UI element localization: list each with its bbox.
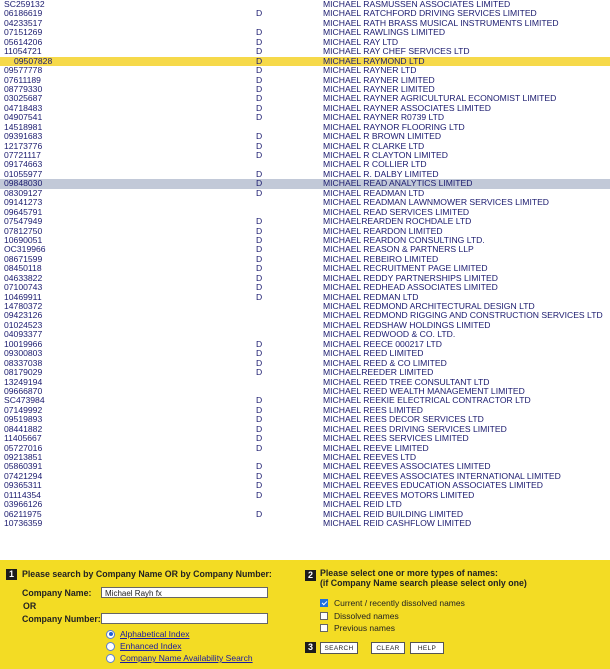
company-status: D — [256, 27, 263, 38]
company-name[interactable]: MICHAEL REED LIMITED — [323, 348, 424, 359]
result-row[interactable] — [0, 330, 610, 339]
company-status: D — [256, 187, 263, 198]
company-name[interactable]: MICHAEL REEVES ASSOCIATES LIMITED — [323, 461, 491, 472]
result-row[interactable] — [0, 19, 610, 28]
company-number: 04633822 — [4, 272, 43, 283]
company-status: D — [256, 348, 263, 359]
company-name[interactable]: MICHAEL REES SERVICES LIMITED — [323, 433, 469, 444]
company-name[interactable]: MICHAEL READ SERVICES LIMITED — [323, 206, 470, 217]
company-status: D — [256, 65, 263, 76]
company-name[interactable]: MICHAEL REECE 000217 LTD — [323, 338, 442, 349]
radio-name-availability[interactable] — [106, 653, 253, 663]
check-dissolved-names[interactable] — [320, 611, 399, 621]
company-number: 04233517 — [4, 17, 43, 28]
radio-button-icon[interactable] — [106, 630, 115, 639]
company-number: 01024523 — [4, 319, 43, 330]
company-number: 09365311 — [4, 480, 42, 491]
company-name[interactable]: MICHAEL RAY CHEF SERVICES LTD — [323, 46, 470, 57]
radio-alphabetical-index[interactable] — [106, 629, 189, 639]
company-status: D — [256, 234, 263, 245]
company-number: 07100743 — [4, 282, 43, 293]
search-button[interactable]: SEARCH — [320, 642, 358, 654]
company-name[interactable]: MICHAEL READ ANALYTICS LIMITED — [323, 178, 473, 189]
company-name[interactable]: MICHAEL REDMOND ARCHITECTURAL DESIGN LTD — [323, 301, 535, 311]
company-number: 07421294 — [4, 470, 43, 481]
company-status: D — [256, 442, 263, 453]
company-name[interactable]: MICHAEL R CLAYTON LIMITED — [323, 150, 448, 160]
company-number: 05860391 — [4, 461, 43, 472]
company-name[interactable]: MICHAEL REED TREE CONSULTANT LTD — [323, 376, 490, 387]
result-row[interactable] — [0, 132, 610, 141]
company-name[interactable]: MICHAEL REDMOND RIGGING AND CONSTRUCTION SERVICES LTD — [323, 310, 603, 321]
company-name[interactable]: MICHAEL REDHEAD ASSOCIATES LIMITED — [323, 282, 498, 293]
result-row[interactable] — [0, 38, 610, 47]
radio-enhanced-index[interactable] — [106, 641, 181, 651]
company-number-input[interactable] — [101, 613, 268, 624]
company-name[interactable]: MICHAEL R CLARKE LTD — [323, 140, 425, 151]
step-2-subtitle: (if Company Name search please select only one) — [320, 578, 527, 588]
company-number: 09174663 — [4, 159, 43, 170]
company-name[interactable]: MICHAEL REDSHAW HOLDINGS LIMITED — [323, 319, 491, 330]
current-names-label: Current / recently dissolved names — [334, 598, 465, 608]
company-name[interactable]: MICHAEL REES DRIVING SERVICES LIMITED — [323, 423, 507, 434]
result-row[interactable] — [0, 66, 610, 75]
company-name[interactable]: MICHAEL RAYNER LTD — [323, 65, 417, 76]
result-row[interactable] — [0, 349, 610, 358]
company-name[interactable]: MICHAEL R BROWN LIMITED — [323, 131, 442, 142]
company-name[interactable]: MICHAEL RAWLINGS LIMITED — [323, 27, 446, 38]
company-status: D — [256, 338, 263, 349]
result-row[interactable] — [0, 170, 610, 179]
alphabetical-index-link[interactable]: Alphabetical Index — [120, 629, 190, 639]
company-status: D — [256, 55, 263, 66]
company-name[interactable]: MICHAEL RAYNOR FLOORING LTD — [323, 121, 465, 132]
enhanced-index-link[interactable]: Enhanced Index — [120, 641, 182, 651]
company-status: D — [256, 46, 263, 57]
check-previous-names[interactable] — [320, 623, 395, 633]
company-name[interactable]: MICHAELREEDER LIMITED — [323, 367, 434, 378]
result-row[interactable] — [0, 444, 610, 453]
company-number: 10469911 — [4, 291, 42, 302]
company-name[interactable]: MICHAEL REEVES ASSOCIATES INTERNATIONAL LIMITED — [323, 470, 561, 481]
check-current-names[interactable] — [320, 598, 465, 608]
step-2-title: Please select one or more types of names: — [320, 568, 498, 578]
clear-button[interactable]: CLEAR — [371, 642, 405, 654]
company-status: D — [256, 150, 263, 160]
result-row[interactable] — [0, 425, 610, 434]
result-row[interactable] — [0, 151, 610, 160]
company-number: 08779330 — [4, 83, 43, 94]
result-row[interactable] — [0, 123, 610, 132]
radio-button-icon[interactable] — [106, 654, 115, 663]
company-name[interactable]: MICHAEL REEVES LTD — [323, 452, 417, 462]
company-name[interactable]: MICHAEL RECRUITMENT PAGE LIMITED — [323, 263, 488, 274]
company-status: D — [256, 357, 263, 368]
company-status: D — [256, 168, 263, 179]
company-name[interactable]: MICHAEL REASON & PARTNERS LLP — [323, 244, 474, 255]
result-row[interactable] — [0, 255, 610, 264]
company-status: D — [256, 404, 263, 415]
radio-button-icon[interactable] — [106, 642, 115, 651]
step-2-badge: 2 — [305, 570, 316, 581]
company-name[interactable]: MICHAEL REID LTD — [323, 499, 402, 510]
company-name[interactable]: MICHAEL RAYNER ASSOCIATES LIMITED — [323, 102, 491, 113]
result-row[interactable] — [0, 113, 610, 122]
company-name[interactable]: MICHAEL READMAN LTD — [323, 187, 425, 198]
result-row[interactable] — [0, 311, 610, 320]
company-number: SC473984 — [4, 395, 45, 406]
company-name[interactable]: MICHAEL REDMAN LTD — [323, 291, 419, 302]
result-row[interactable] — [0, 368, 610, 377]
company-status: D — [256, 74, 263, 85]
dissolved-names-label: Dissolved names — [334, 611, 399, 621]
company-number: 12173776 — [4, 140, 43, 151]
company-status: D — [256, 263, 263, 274]
company-number: 04093377 — [4, 329, 43, 340]
company-number: 11054721 — [4, 46, 42, 57]
company-number: 03966126 — [4, 499, 43, 510]
company-number: 06186619 — [4, 8, 43, 19]
company-status: D — [256, 508, 263, 519]
company-number: 07812750 — [4, 225, 43, 236]
company-number: 05727016 — [4, 442, 43, 453]
company-name[interactable]: MICHAEL REEVE LIMITED — [323, 442, 429, 453]
company-name-label: Company Name: — [22, 588, 92, 598]
company-name[interactable]: MICHAEL RATCHFORD DRIVING SERVICES LIMITED — [323, 8, 537, 19]
company-number: 05614206 — [4, 36, 43, 47]
company-status: D — [256, 480, 263, 491]
company-name[interactable]: MICHAEL REES LIMITED — [323, 404, 423, 415]
company-number: 07611189 — [4, 74, 41, 85]
company-number: 10019966 — [4, 338, 43, 349]
company-number: 09507828 — [14, 55, 53, 66]
company-number: 06211975 — [4, 508, 42, 519]
company-status: D — [256, 423, 263, 434]
company-status: D — [256, 367, 263, 378]
company-status: D — [256, 489, 263, 500]
company-name[interactable]: MICHAEL REID BUILDING LIMITED — [323, 508, 464, 519]
company-number: 09391683 — [4, 131, 43, 142]
result-row[interactable] — [0, 453, 610, 462]
company-number: 07151269 — [4, 27, 43, 38]
company-name[interactable]: MICHAEL REEVES EDUCATION ASSOCIATES LIMITED — [323, 480, 543, 491]
company-status: D — [256, 112, 263, 123]
company-number: 04718483 — [4, 102, 43, 113]
company-status: D — [256, 102, 263, 113]
company-status: D — [256, 272, 263, 283]
company-number-label: Company Number: — [22, 614, 101, 624]
company-number: 09848030 — [4, 178, 43, 189]
company-name[interactable]: MICHAEL REED WEALTH MANAGEMENT LIMITED — [323, 385, 525, 396]
company-number: 11405667 — [4, 433, 42, 444]
result-row[interactable] — [0, 179, 610, 188]
company-name[interactable]: MICHAEL R. DALBY LIMITED — [323, 168, 439, 179]
company-number: 08441882 — [4, 423, 43, 434]
result-row[interactable] — [0, 198, 610, 207]
company-number: 10736359 — [4, 518, 43, 529]
company-name[interactable]: MICHAEL REID CASHFLOW LIMITED — [323, 518, 472, 529]
company-number: 09213851 — [4, 452, 43, 462]
result-row[interactable] — [0, 481, 610, 490]
result-row[interactable] — [0, 283, 610, 292]
company-name[interactable]: MICHAEL RAYNER AGRICULTURAL ECONOMIST LIMITED — [323, 93, 557, 104]
company-name[interactable]: MICHAEL REARDON CONSULTING LTD. — [323, 234, 485, 245]
company-number: 08179029 — [4, 367, 43, 378]
company-number: 13249194 — [4, 376, 43, 387]
result-row[interactable] — [0, 236, 610, 245]
company-number: 09666870 — [4, 385, 43, 396]
result-row[interactable] — [0, 245, 610, 254]
or-label: OR — [23, 601, 37, 611]
result-row[interactable] — [0, 406, 610, 415]
search-panel — [0, 560, 610, 669]
company-number: 01055977 — [4, 168, 43, 179]
company-status: D — [256, 178, 263, 189]
company-number: 03025687 — [4, 93, 43, 104]
company-number: 10690051 — [4, 234, 43, 245]
company-number: 07547949 — [4, 216, 43, 227]
company-status: D — [256, 244, 263, 255]
result-row[interactable] — [0, 57, 610, 66]
checkbox-icon[interactable] — [320, 612, 328, 620]
company-number: 09645791 — [4, 206, 43, 217]
company-number: 08309127 — [4, 187, 43, 198]
company-name[interactable]: MICHAEL REBEIRO LIMITED — [323, 253, 439, 264]
company-status: D — [256, 414, 263, 425]
company-number: 14518981 — [4, 121, 43, 132]
company-status: D — [256, 253, 263, 264]
company-status: D — [256, 470, 263, 481]
company-status: D — [256, 433, 263, 444]
company-name[interactable]: MICHAELREARDEN ROCHDALE LTD — [323, 216, 472, 227]
result-row[interactable] — [0, 359, 610, 368]
result-row[interactable] — [0, 510, 610, 519]
company-number: SC259132 — [4, 0, 45, 9]
result-row[interactable] — [0, 217, 610, 226]
company-status: D — [256, 216, 263, 227]
result-row[interactable] — [0, 28, 610, 37]
previous-names-label: Previous names — [334, 623, 395, 633]
company-name[interactable]: MICHAEL READMAN LAWNMOWER SERVICES LIMITED — [323, 197, 550, 208]
result-row[interactable] — [0, 227, 610, 236]
company-number: OC319966 — [4, 244, 46, 255]
result-row[interactable] — [0, 491, 610, 500]
company-name[interactable]: MICHAEL RATH BRASS MUSICAL INSTRUMENTS LIMITED — [323, 17, 559, 28]
company-name[interactable]: MICHAEL REARDON LIMITED — [323, 225, 443, 236]
company-name[interactable]: MICHAEL REES DECOR SERVICES LTD — [323, 414, 484, 425]
company-name[interactable]: MICHAEL REDWOOD & CO. LTD. — [323, 329, 456, 340]
result-row[interactable] — [0, 321, 610, 330]
result-row[interactable] — [0, 415, 610, 424]
company-status: D — [256, 395, 263, 406]
company-number: 07149992 — [4, 404, 43, 415]
company-number: 07721117 — [4, 150, 41, 160]
company-number: 08671599 — [4, 253, 43, 264]
result-row[interactable] — [0, 500, 610, 509]
company-name[interactable]: MICHAEL RAY LTD — [323, 36, 399, 47]
company-name[interactable]: MICHAEL REEKIE ELECTRICAL CONTRACTOR LTD — [323, 395, 531, 406]
company-number: 08450118 — [4, 263, 42, 274]
company-status: D — [256, 93, 263, 104]
company-number: 09423126 — [4, 310, 43, 321]
help-button[interactable]: HELP — [410, 642, 444, 654]
result-row[interactable] — [0, 396, 610, 405]
company-number: 09519893 — [4, 414, 43, 425]
company-number: 09300803 — [4, 348, 43, 359]
company-name[interactable]: MICHAEL REEVES MOTORS LIMITED — [323, 489, 475, 500]
result-row[interactable] — [0, 142, 610, 151]
company-name[interactable]: MICHAEL REED & CO LIMITED — [323, 357, 447, 368]
company-status: D — [256, 291, 263, 302]
result-row[interactable] — [0, 208, 610, 217]
company-name[interactable]: MICHAEL RAYNER LIMITED — [323, 74, 435, 85]
company-number: 09141273 — [4, 197, 43, 208]
company-status: D — [256, 131, 263, 142]
checkbox-icon[interactable] — [320, 599, 328, 607]
company-name[interactable]: MICHAEL RAYNER LIMITED — [323, 83, 435, 94]
company-number: 14780372 — [4, 301, 43, 311]
name-availability-link[interactable]: Company Name Availability Search — [120, 653, 253, 663]
result-row[interactable] — [0, 434, 610, 443]
company-status: D — [256, 282, 263, 293]
step-1-title: Please search by Company Name OR by Company Number: — [22, 569, 272, 579]
company-status: D — [256, 83, 263, 94]
company-status: D — [256, 8, 263, 19]
company-name[interactable]: MICHAEL RASMUSSEN ASSOCIATES LIMITED — [323, 0, 511, 9]
result-row[interactable] — [0, 519, 610, 528]
step-3-badge: 3 — [305, 642, 316, 653]
company-status: D — [256, 140, 263, 151]
company-status: D — [256, 36, 263, 47]
company-status: D — [256, 225, 263, 236]
company-number: 08337038 — [4, 357, 43, 368]
checkbox-icon[interactable] — [320, 624, 328, 632]
company-name[interactable]: MICHAEL RAYMOND LTD — [323, 55, 425, 66]
company-name[interactable]: MICHAEL R COLLIER LTD — [323, 159, 427, 170]
company-number: 09577778 — [4, 65, 43, 76]
company-name-input[interactable]: Michael Rayh fx — [101, 587, 268, 598]
result-row[interactable] — [0, 47, 610, 56]
result-row[interactable] — [0, 104, 610, 113]
result-row[interactable] — [0, 76, 610, 85]
step-1-badge: 1 — [6, 569, 17, 580]
company-number: 04907541 — [4, 112, 43, 123]
result-row[interactable] — [0, 274, 610, 283]
result-row[interactable] — [0, 160, 610, 169]
result-row[interactable] — [0, 340, 610, 349]
company-status: D — [256, 461, 263, 472]
company-name[interactable]: MICHAEL RAYNER R0739 LTD — [323, 112, 445, 123]
company-number: 01114354 — [4, 489, 41, 500]
result-row[interactable] — [0, 264, 610, 273]
company-name[interactable]: MICHAEL REDDY PARTNERSHIPS LIMITED — [323, 272, 498, 283]
result-row[interactable] — [0, 94, 610, 103]
